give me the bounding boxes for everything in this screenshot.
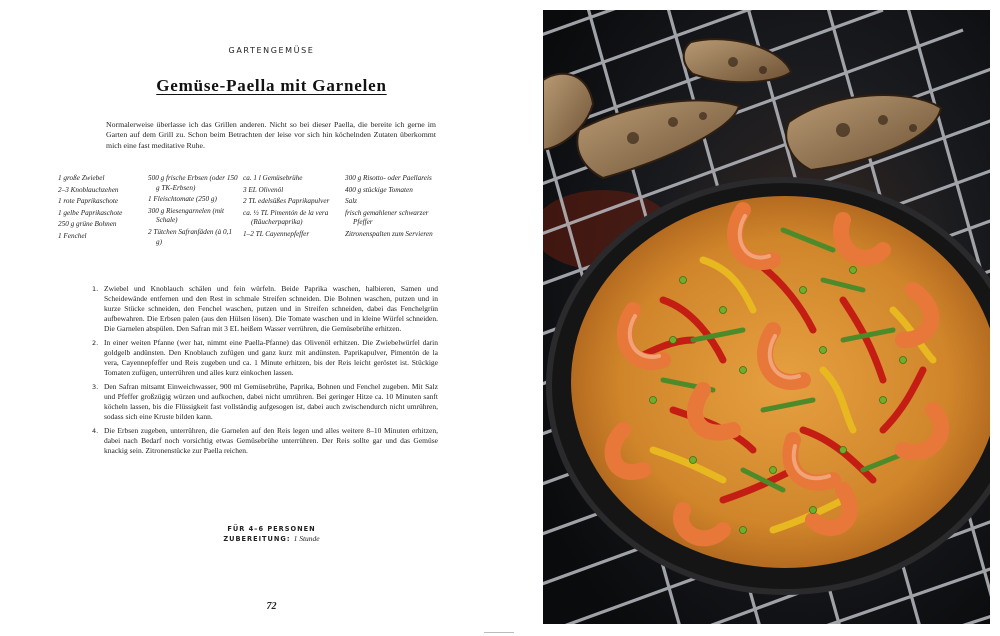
intro-paragraph: Normalerweise überlasse ich das Grillen anderen. Nicht so bei dieser Paella, die bereite ich gerne im Garten auf dem Grill zu. Schon beim Betrachten der leise vor sich hin köchelnden Zutaten überkommt mich eine fast meditative Ruhe. — [106, 120, 436, 150]
ingredients-column-2 — [148, 174, 238, 249]
ingredient: Salz — [345, 197, 357, 206]
page-divider — [484, 632, 514, 633]
ingredient: 1 rote Paprikaschote — [58, 197, 119, 206]
ingredient: 500 g frische Erbsen (oder 150 g TK-Erbsen) — [148, 174, 238, 192]
servings-time-row — [0, 534, 543, 544]
ingredient: 2 TL edelsüßes Paprikapulver — [243, 197, 330, 206]
ingredient: 1 gelbe Paprikaschote — [58, 208, 123, 217]
ingredients-column-1 — [58, 174, 144, 244]
section-label: GARTENGEMÜSE — [228, 46, 315, 55]
recipe-title: Gemüse-Paella mit Garnelen — [156, 76, 387, 95]
paella-on-grill-photo — [543, 10, 990, 624]
preparation-time-value: 1 Stunde — [293, 534, 320, 543]
ingredients-column-4 — [345, 174, 435, 242]
step-number: 4. — [92, 427, 99, 435]
ingredient: frisch gemahlener schwarzer Pfeffer — [345, 208, 429, 227]
step-3 — [92, 382, 438, 422]
ingredient: ca. ½ TL Pimentón de la vera (Räucherpaprika) — [243, 208, 329, 227]
step-number: 1. — [92, 285, 99, 293]
step-text: Die Erbsen zugeben, unterrühren, die Garnelen auf den Reis legen und alles weitere 8–10 Minuten erhitzen, dabei nach Bedarf noch vorsichtig etwas Gemüsebrühe unterrühren. Der Reis sollte gar und das Gemüse knackig sein. Zitronenstücke zur Paella reichen. — [104, 426, 438, 455]
preparation-time-label: ZUBEREITUNG: — [223, 535, 291, 543]
step-4 — [92, 426, 438, 456]
page-number: 72 — [266, 601, 277, 612]
ingredient: 400 g stückige Tomaten — [345, 185, 413, 194]
ingredient: 3 EL Olivenöl — [243, 185, 284, 194]
ingredient: Zitronenspalten zum Servieren — [345, 229, 433, 238]
ingredient: 1 Fenchel — [58, 231, 87, 240]
ingredient: 1 große Zwiebel — [58, 174, 105, 182]
servings-info — [0, 524, 543, 544]
step-text: Zwiebel und Knoblauch schälen und fein würfeln. Beide Paprika waschen, halbieren, Samen und Scheidewände entfernen und den Rest in schmale Streifen schneiden. Die Bohnen waschen, putzen und in kurze Stücke schneiden, den Fenchel waschen, putzen und in Streifen schneiden, dabei das Fenchelgrün aufbewahren. Die Erbsen palen (aus den Hülsen lösen). Die Tomate waschen und in kleine Würfel schneiden. Die Garnelen abspülen. Den Safran mit 3 EL heißem Wasser verrühren, die Gemüsebrühe erhitzen. — [104, 284, 438, 333]
servings-persons: FÜR 4–6 PERSONEN — [227, 525, 316, 533]
photo-illustration — [543, 10, 990, 624]
step-2 — [92, 338, 438, 378]
ingredient: 300 g Riesengarnelen (mit Schale) — [148, 206, 225, 225]
ingredient: 2–3 Knoblauchzehen — [58, 185, 119, 194]
ingredient: ca. 1 l Gemüsebrühe — [243, 174, 303, 182]
ingredient: 1–2 TL Cayennepfeffer — [243, 229, 310, 238]
ingredient: 2 Tütchen Safranfäden (à 0,1 g) — [148, 227, 233, 246]
ingredient: 250 g grüne Bohnen — [58, 220, 117, 229]
preparation-steps — [92, 284, 438, 460]
ingredients-column-3 — [243, 174, 341, 242]
step-text: Den Safran mitsamt Einweichwasser, 900 ml Gemüsebrühe, Paprika, Bohnen und Fenchel zugeben. Mit Salz und Pfeffer großzügig würzen und aufkochen, dabei nicht umrühren. Bei geringer Hitze ca. 10 Minuten sanft köcheln lassen, bis die Flüssigkeit fast vollständig aufgesogen ist, dabei auch zwischendurch nicht umrühren, sodass sich eine Kruste bilden kann. — [104, 382, 438, 421]
step-1 — [92, 284, 438, 334]
step-text: In einer weiten Pfanne (wer hat, nimmt eine Paella-Pfanne) das Olivenöl erhitzen. Die Zwiebelwürfel darin goldgelb andünsten. Den Knoblauch zufügen und ganz kurz mit andünsten. Paprikapulver, Pimentón de la vera, Cayennepfeffer und Reis zugeben und ca. 1 Minute erhitzen, bis der Reis leicht geröstet ist. Stückige Tomaten zufügen, unterrühren und alles kurz einkochen lassen. — [104, 338, 438, 377]
step-number: 3. — [92, 383, 99, 391]
ingredients-list — [0, 174, 543, 274]
step-number: 2. — [92, 339, 99, 347]
ingredient: 300 g Risotto- oder Paellareis — [345, 174, 432, 182]
ingredient: 1 Fleischtomate (250 g) — [148, 195, 217, 204]
